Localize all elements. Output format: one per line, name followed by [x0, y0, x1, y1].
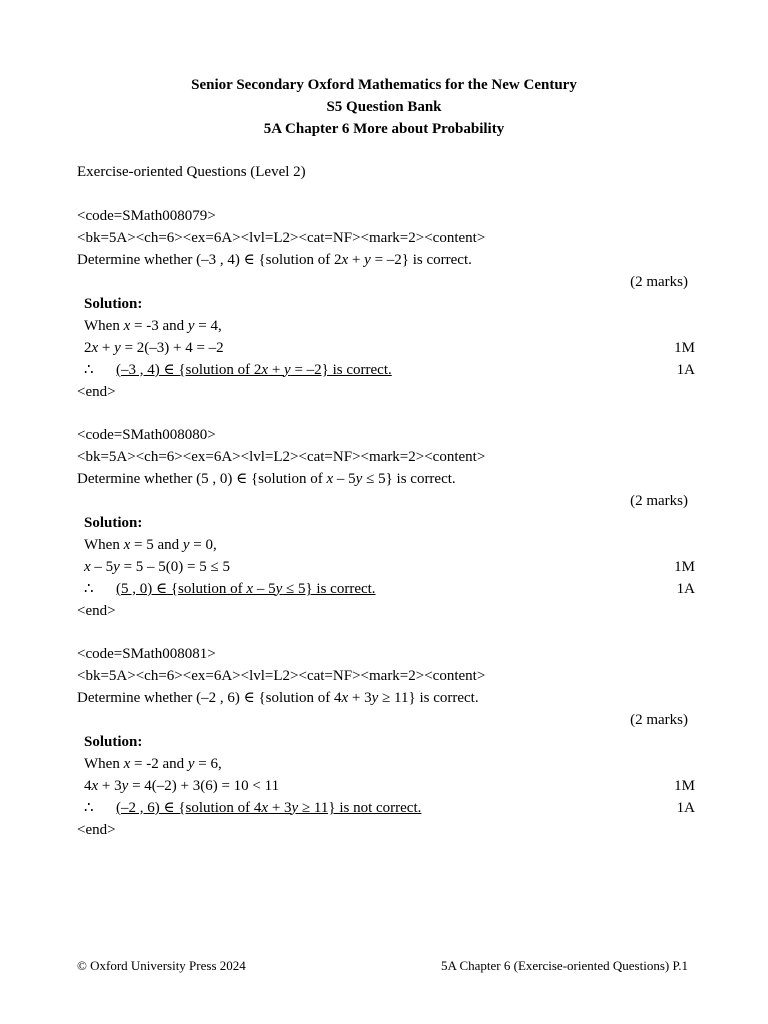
solution-step: 2x + y = 2(–3) + 4 = –2 1M — [77, 337, 688, 359]
question-block-3 — [77, 643, 695, 841]
mark-award: 1A — [676, 800, 695, 816]
solution-label: Solution: — [84, 296, 143, 312]
solution-conclusion: ∴ (5 , 0) ∈ {solution of x – 5y ≤ 5} is correct. 1A — [77, 578, 688, 600]
therefore-symbol: ∴ — [84, 800, 94, 816]
question-prompt: Determine whether (–3 , 4) ∈ {solution of 2x + y = –2} is correct. — [77, 252, 472, 268]
copyright-notice: © Oxford University Press 2024 — [77, 958, 246, 973]
page-reference: 5A Chapter 6 (Exercise-oriented Questions) P.1 — [441, 958, 688, 973]
end-tag: <end> — [77, 603, 116, 619]
therefore-symbol: ∴ — [84, 581, 94, 597]
therefore-symbol: ∴ — [84, 362, 94, 378]
question-tags: <bk=5A><ch=6><ex=6A><lvl=L2><cat=NF><mark=2><content> — [77, 668, 486, 684]
mark-award: 1A — [676, 362, 695, 378]
solution-label: Solution: — [84, 515, 143, 531]
question-tags: <bk=5A><ch=6><ex=6A><lvl=L2><cat=NF><mark=2><content> — [77, 230, 486, 246]
question-prompt: Determine whether (–2 , 6) ∈ {solution of 4x + 3y ≥ 11} is correct. — [77, 690, 479, 706]
chapter-title: 5A Chapter 6 More about Probability — [263, 121, 505, 137]
question-bank-title: S5 Question Bank — [326, 99, 442, 115]
page-footer — [77, 955, 688, 977]
end-tag: <end> — [77, 384, 116, 400]
mark-award: 1M — [674, 778, 695, 794]
question-marks: (2 marks) — [630, 712, 688, 728]
end-tag: <end> — [77, 822, 116, 838]
solution-step: When x = -3 and y = 4, — [84, 318, 222, 334]
solution-conclusion: ∴ (–2 , 6) ∈ {solution of 4x + 3y ≥ 11} is not correct. 1A — [77, 797, 688, 819]
mark-award: 1M — [674, 559, 695, 575]
mark-award: 1M — [674, 340, 695, 356]
solution-conclusion: ∴ (–3 , 4) ∈ {solution of 2x + y = –2} is correct. 1A — [77, 359, 688, 381]
question-code: <code=SMath008081> — [77, 646, 216, 662]
mark-award: 1A — [676, 581, 695, 597]
solution-step: x – 5y = 5 – 5(0) = 5 ≤ 5 1M — [77, 556, 688, 578]
document-header — [0, 74, 768, 140]
section-label: Exercise-oriented Questions (Level 2) — [77, 164, 306, 180]
solution-step: When x = 5 and y = 0, — [84, 537, 217, 553]
question-prompt: Determine whether (5 , 0) ∈ {solution of x – 5y ≤ 5} is correct. — [77, 471, 456, 487]
series-title: Senior Secondary Oxford Mathematics for the New Century — [191, 77, 577, 93]
question-tags: <bk=5A><ch=6><ex=6A><lvl=L2><cat=NF><mark=2><content> — [77, 449, 486, 465]
question-marks: (2 marks) — [630, 493, 688, 509]
question-block-2 — [77, 424, 695, 622]
question-marks: (2 marks) — [630, 274, 688, 290]
solution-step: When x = -2 and y = 6, — [84, 756, 222, 772]
solution-label: Solution: — [84, 734, 143, 750]
question-code: <code=SMath008079> — [77, 208, 216, 224]
question-code: <code=SMath008080> — [77, 427, 216, 443]
solution-step: 4x + 3y = 4(–2) + 3(6) = 10 < 11 1M — [77, 775, 688, 797]
question-block-1 — [77, 205, 695, 403]
